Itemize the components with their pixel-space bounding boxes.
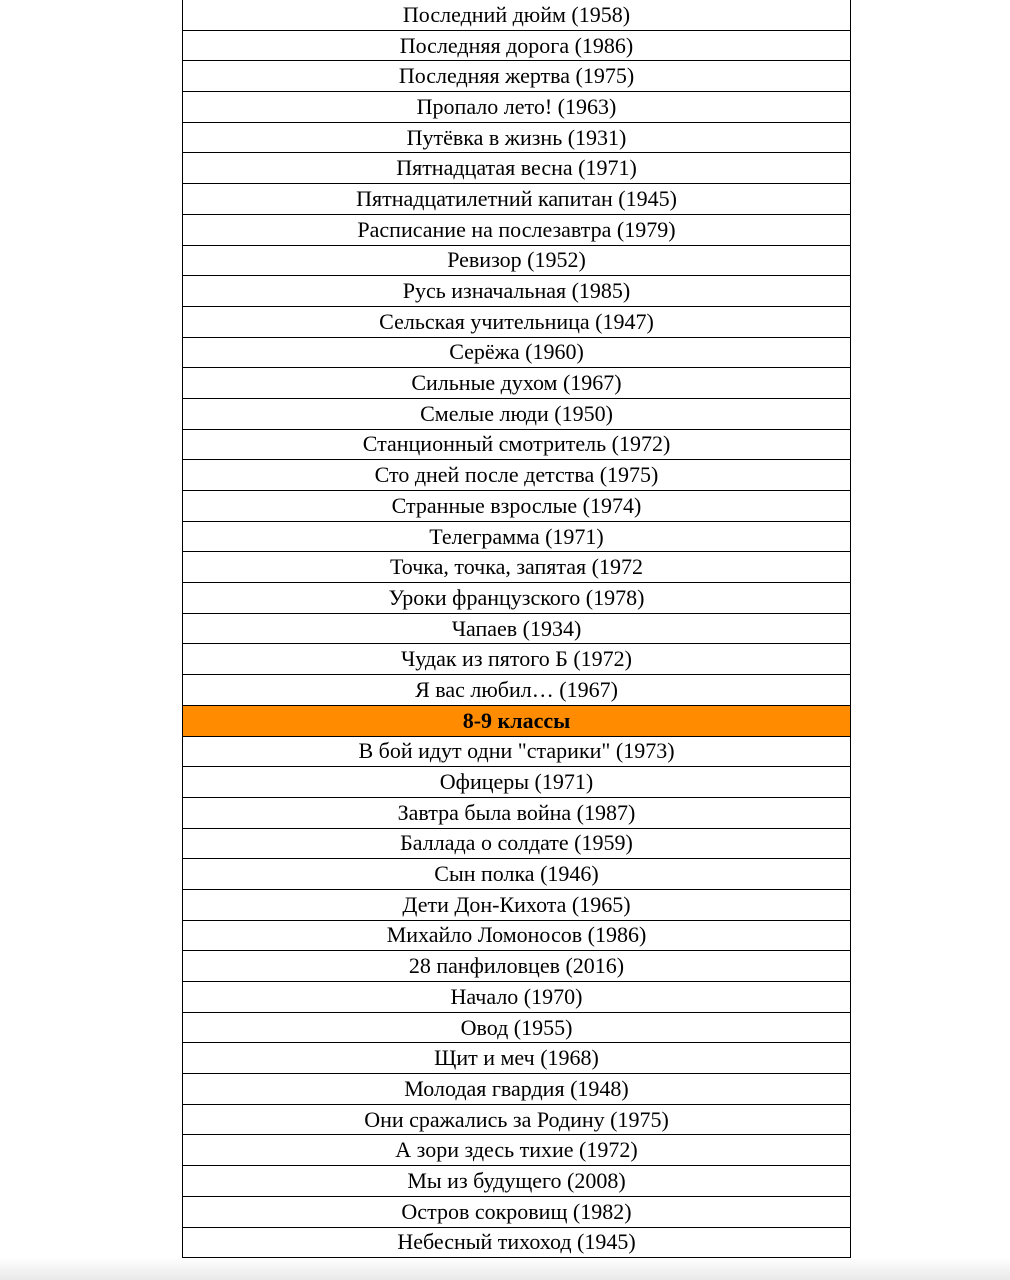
film-title-cell: Мы из будущего (2008): [183, 1166, 851, 1197]
film-title-cell: Странные взрослые (1974): [183, 491, 851, 522]
film-row: [183, 368, 851, 399]
film-title-cell: Последняя дорога (1986): [183, 30, 851, 61]
film-title-cell: Последний дюйм (1958): [183, 0, 851, 30]
film-row: [183, 951, 851, 982]
film-row: [183, 644, 851, 675]
film-title-cell: Уроки французского (1978): [183, 583, 851, 614]
section-header-row: [183, 705, 851, 736]
film-row: [183, 889, 851, 920]
film-title-cell: Пятнадцатая весна (1971): [183, 153, 851, 184]
film-row: [183, 122, 851, 153]
film-title-cell: Молодая гвардия (1948): [183, 1074, 851, 1105]
film-title-cell: Смелые люди (1950): [183, 398, 851, 429]
film-row: [183, 859, 851, 890]
film-row: [183, 92, 851, 123]
film-title-cell: Последняя жертва (1975): [183, 61, 851, 92]
film-row: [183, 398, 851, 429]
film-title-cell: Чапаев (1934): [183, 613, 851, 644]
film-row: [183, 521, 851, 552]
film-row: [183, 1135, 851, 1166]
film-title-cell: Сын полка (1946): [183, 859, 851, 890]
film-row: [183, 1227, 851, 1258]
film-title-cell: Путёвка в жизнь (1931): [183, 122, 851, 153]
film-row: [183, 920, 851, 951]
film-title-cell: А зори здесь тихие (1972): [183, 1135, 851, 1166]
film-title-cell: Серёжа (1960): [183, 337, 851, 368]
film-title-cell: Небесный тихоход (1945): [183, 1227, 851, 1258]
film-title-cell: Телеграмма (1971): [183, 521, 851, 552]
film-row: [183, 1166, 851, 1197]
film-row: [183, 245, 851, 276]
film-title-cell: Пропало лето! (1963): [183, 92, 851, 123]
film-title-cell: Сильные духом (1967): [183, 368, 851, 399]
film-row: [183, 1074, 851, 1105]
film-row: [183, 429, 851, 460]
film-row: [183, 613, 851, 644]
film-title-cell: Завтра была война (1987): [183, 797, 851, 828]
film-title-cell: Ревизор (1952): [183, 245, 851, 276]
film-title-cell: Пятнадцатилетний капитан (1945): [183, 184, 851, 215]
film-title-cell: Остров сокровищ (1982): [183, 1196, 851, 1227]
film-title-cell: Они сражались за Родину (1975): [183, 1104, 851, 1135]
page-bottom-shadow: [0, 1258, 1010, 1280]
film-row: [183, 337, 851, 368]
film-row: [183, 767, 851, 798]
film-row: [183, 828, 851, 859]
film-title-cell: Дети Дон-Кихота (1965): [183, 889, 851, 920]
film-title-cell: Щит и меч (1968): [183, 1043, 851, 1074]
film-title-cell: Чудак из пятого Б (1972): [183, 644, 851, 675]
film-row: [183, 153, 851, 184]
film-row: [183, 552, 851, 583]
film-row: [183, 491, 851, 522]
film-title-cell: Офицеры (1971): [183, 767, 851, 798]
section-header-cell: 8-9 классы: [183, 705, 851, 736]
film-row: [183, 583, 851, 614]
film-row: [183, 460, 851, 491]
film-row: [183, 184, 851, 215]
film-title-cell: Михайло Ломоносов (1986): [183, 920, 851, 951]
film-row: [183, 30, 851, 61]
film-title-cell: Сельская учительница (1947): [183, 306, 851, 337]
film-row: [183, 797, 851, 828]
film-title-cell: Начало (1970): [183, 982, 851, 1013]
film-title-cell: Точка, точка, запятая (1972: [183, 552, 851, 583]
film-title-cell: Станционный смотритель (1972): [183, 429, 851, 460]
film-row: [183, 214, 851, 245]
film-title-cell: Расписание на послезавтра (1979): [183, 214, 851, 245]
film-title-cell: Баллада о солдате (1959): [183, 828, 851, 859]
film-list-body: [183, 0, 851, 1258]
film-row: [183, 736, 851, 767]
film-row: [183, 306, 851, 337]
film-row: [183, 675, 851, 706]
film-title-cell: 28 панфиловцев (2016): [183, 951, 851, 982]
film-row: [183, 1012, 851, 1043]
film-row: [183, 1104, 851, 1135]
film-row: [183, 0, 851, 30]
film-title-cell: В бой идут одни "старики" (1973): [183, 736, 851, 767]
film-row: [183, 1196, 851, 1227]
film-row: [183, 276, 851, 307]
film-title-cell: Сто дней после детства (1975): [183, 460, 851, 491]
film-row: [183, 1043, 851, 1074]
film-row: [183, 61, 851, 92]
film-title-cell: Русь изначальная (1985): [183, 276, 851, 307]
film-title-cell: Я вас любил… (1967): [183, 675, 851, 706]
film-list-table: [182, 0, 851, 1258]
film-title-cell: Овод (1955): [183, 1012, 851, 1043]
film-row: [183, 982, 851, 1013]
